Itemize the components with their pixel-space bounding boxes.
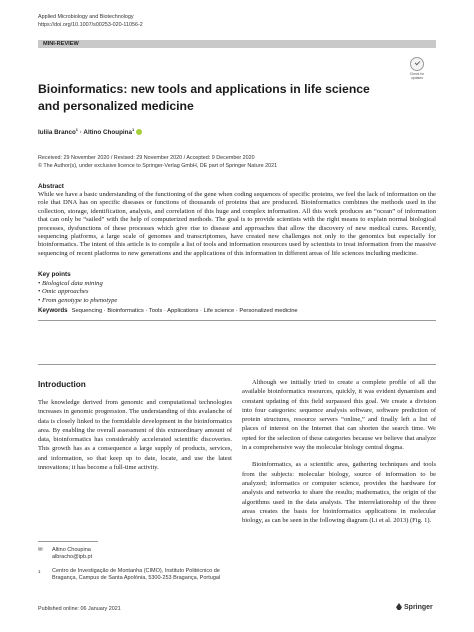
section-divider bbox=[38, 364, 436, 365]
keywords-line bbox=[38, 307, 436, 314]
article-type-bar bbox=[38, 40, 436, 48]
article-type-label: MINI-REVIEW bbox=[43, 40, 79, 47]
affiliation-number: 1 bbox=[38, 568, 41, 574]
introduction-heading: Introduction bbox=[38, 380, 86, 389]
springer-horse-icon bbox=[396, 603, 402, 610]
author-affiliation-mark: 1 bbox=[132, 127, 135, 132]
check-updates-icon bbox=[410, 57, 424, 71]
article-history bbox=[38, 155, 277, 170]
key-points-list bbox=[38, 280, 117, 305]
contact-name: Altino Choupina bbox=[52, 547, 91, 553]
keywords-label: Keywords bbox=[38, 307, 68, 314]
introduction-column-left bbox=[38, 398, 232, 472]
author-affiliation-mark: 1 bbox=[75, 127, 79, 132]
author-name[interactable]: Altino Choupina bbox=[83, 129, 133, 137]
body-paragraph: Although we initially tried to create a complete profile of all the available bioinformatics resources, quickly, it was evident dynamism and constant updating of this field surpassed this goal. We create a division into four categories: sequence analysis software, software prediction of protein structures, resource servers “online,” and finally left a list of places of interest on the Internet that can shorten the search time. We opted for the selection of these categories because we believe that analyze in a comprehensive way the molecular biology central dogma. bbox=[242, 379, 436, 452]
correspondence-footnote bbox=[38, 547, 232, 583]
abstract-text: While we have a basic understanding of the functioning of the gene when coding sequences of specific proteins, we feel the lack of information on the role that DNA has on specific diseases or functions of thousands of proteins that are produced. Bioinformatics combines the methods used in the collection, storage, identification, analysis, and correlation of this huge and complex information. All this work produces an “ocean” of information that can only be “sailed” with the help of computerized methods. The goal is to provide scientists with the right means to explain normal biological processes, dysfunctions of these processes which give rise to disease and approaches that allow the discovery of new medical cures. Recently, sequencing platforms, a large scale of genomes and transcriptomes, have created new challenges not only to the genomics but especially for bioinformatics. The intent of this article is to compile a list of tools and information resources used by scientists to treat information from the massive sequencing of recent platforms to new generations and the applications of this information in different areas of life sciences including medicine. bbox=[38, 191, 436, 257]
journal-name: Applied Microbiology and Biotechnology bbox=[38, 14, 134, 20]
abstract-heading: Abstract bbox=[38, 183, 64, 190]
publisher-logo bbox=[396, 603, 433, 611]
check-for-updates-badge[interactable] bbox=[405, 55, 429, 79]
envelope-icon: ✉ bbox=[38, 547, 43, 553]
copyright-notice: © The Author(s), under exclusive licence to Springer-Verlag GmbH, DE part of Springer Nature 2021 bbox=[38, 162, 278, 169]
author-separator: · bbox=[78, 129, 84, 137]
section-divider bbox=[38, 320, 436, 321]
keywords-list: Sequencing · Bioinformatics · Tools · Applications · Life science · Personalized medicine bbox=[71, 308, 298, 314]
article-title: Bioinformatics: new tools and applications in life science and personalized medicine bbox=[38, 82, 370, 113]
journal-header bbox=[38, 13, 143, 29]
key-point-item: • Omic approaches bbox=[38, 288, 89, 296]
published-date: Published online: 06 January 2021 bbox=[38, 606, 121, 612]
contact-email[interactable]: albracho@ipb.pt bbox=[52, 554, 93, 561]
check-updates-label: Check for updates bbox=[409, 72, 425, 80]
body-paragraph: The knowledge derived from genomic and computational technologies increases in genomic progression. The understanding of this avalanche of data is closely linked to the formidable development in the bioinformatics area. By enabling the overall assessment of this extraordinary amount of data, bioinformatics has considerably accelerated scientific discoveries. This growth has as a consequence a large supply of products, services, and information, so that keep up to date, locate, and use the latest innovations; it has become a full-time activity. bbox=[38, 399, 232, 472]
orcid-icon[interactable] bbox=[136, 129, 142, 135]
body-paragraph: Bioinformatics, as a scientific area, gathering techniques and tools from the subjects: molecular biology, source of information to be analyzed; informatics or computer science, provides the hardware for analysis and networks to share the results; mathematics, the origin of the algorithms used in the data analysis. The interrelationship of the three areas creates the basis for bioinformatics applications in molecular biology, as can be seen in the following diagram (Li et al. 2013) (Fig. 1). bbox=[242, 461, 436, 525]
key-point-item: • Biological data mining bbox=[38, 280, 103, 287]
affiliation-text: Centro de Investigação de Montanha (CIMO), Instituto Politécnico de Bragança, Campus de Santa Apolónia, 5300-253 Bragança, Portugal bbox=[52, 567, 221, 582]
article-dates: Received: 29 November 2020 / Revised: 29 November 2020 / Accepted: 9 December 2020 bbox=[38, 155, 255, 161]
footnote-rule bbox=[38, 541, 98, 542]
doi-link[interactable]: https://doi.org/10.1007/s00253-020-11056-2 bbox=[38, 22, 143, 28]
introduction-column-right bbox=[242, 378, 436, 525]
key-points-heading: Key points bbox=[38, 271, 71, 278]
author-name[interactable]: Iuliia Branco bbox=[38, 129, 76, 137]
publisher-name: Springer bbox=[404, 604, 433, 611]
key-point-item: • From genotype to phenotype bbox=[38, 296, 118, 304]
author-list bbox=[38, 127, 142, 136]
